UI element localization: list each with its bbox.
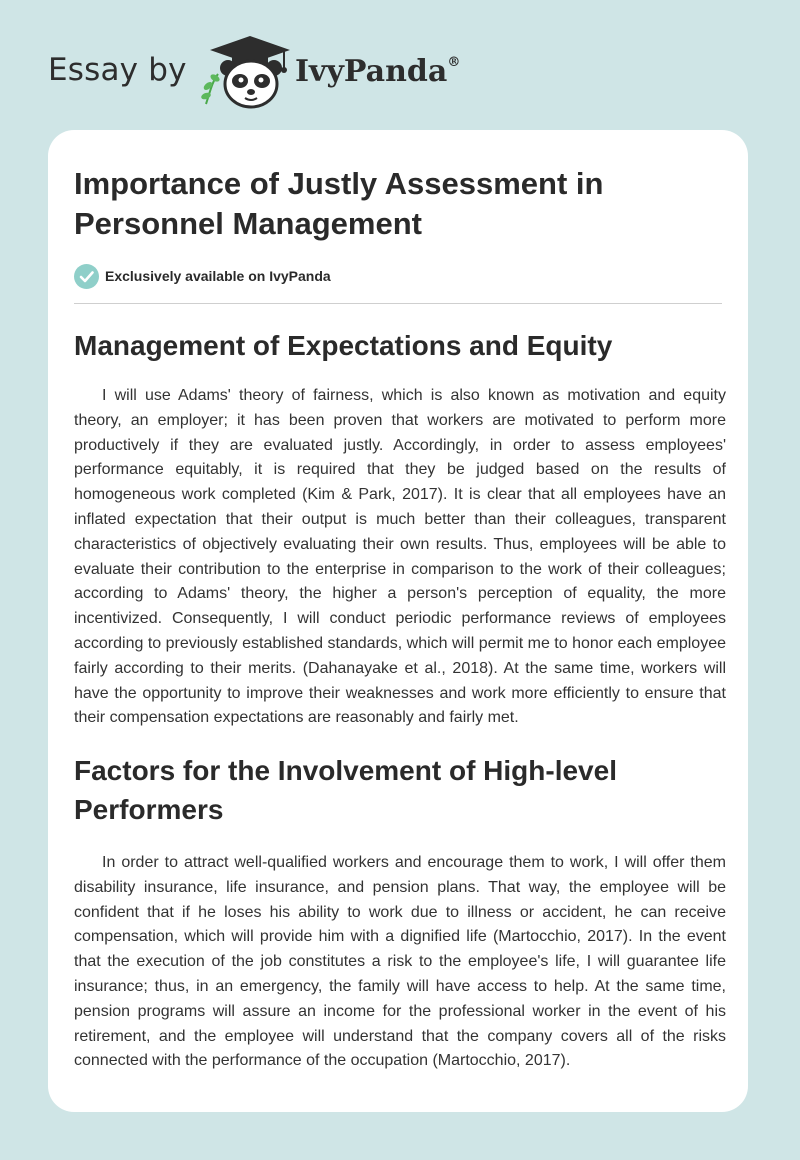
section-heading: Management of Expectations and Equity: [74, 330, 613, 361]
section-heading: Factors for the Involvement of High-level Performers: [74, 755, 617, 825]
panda-graduate-icon: [198, 34, 298, 110]
site-header: [0, 0, 800, 130]
page-title: Importance of Justly Assessment in Personnel Management: [74, 166, 604, 241]
section-paragraph: In order to attract well-qualified workers and encourage them to work, I will offer them disability insurance, life insurance, and pension plans. That way, the employee will be confident that if he loses his ability to work due to illness or accident, he can receive compensation, which will provide him with a dignified life (Martocchio, 2017). In the event that the execution of the job constitutes a risk to the employee's life, I will guarantee life insurance; thus, in an emergency, the family will have access to help. At the same time, pension programs will assure an income for the professional worker in the event of his retirement, and the employee will understand that the company covers all of the risks connected with the performance of the occupation (Martocchio, 2017).: [74, 854, 726, 1070]
exclusive-badge: [74, 263, 331, 289]
brand-name[interactable]: [295, 54, 460, 89]
divider: [74, 303, 722, 304]
section-paragraph: I will use Adams' theory of fairness, which is also known as motivation and equity theory, an employer; it has been proven that workers are motivated to perform more productively if they are evaluated justly. Accordingly, in order to assess employees' performance equitably, it is required that they be judged based on the results of homogeneous work completed (Kim & Park, 2017). It is clear that all employees have an inflated expectation that their output is much better than their colleagues, transparent characteristics of objectively evaluating their own results. Thus, employees will be able to evaluate their contribution to the enterprise in comparison to the work of their colleagues; according to Adams' theory, the higher a person's perception of equality, the more incentivized. Consequently, I will conduct periodic performance reviews of employees according to previously established standards, which will permit me to honor each employee fairly according to their merits. (Dahanayake et al., 2018). At the same time, workers will have the opportunity to improve their weaknesses and work more efficiently to ensure that their compensation expectations are reasonably and fairly met.: [74, 387, 726, 727]
brand-text: IvyPanda: [295, 54, 448, 89]
exclusive-badge-text: Exclusively available on IvyPanda: [105, 268, 331, 284]
essay-card: [48, 130, 748, 1112]
ivypanda-logo[interactable]: [198, 34, 298, 110]
registered-mark: ®: [447, 55, 461, 70]
check-circle-icon: [74, 264, 99, 289]
essay-by-label: Essay by: [48, 52, 187, 88]
